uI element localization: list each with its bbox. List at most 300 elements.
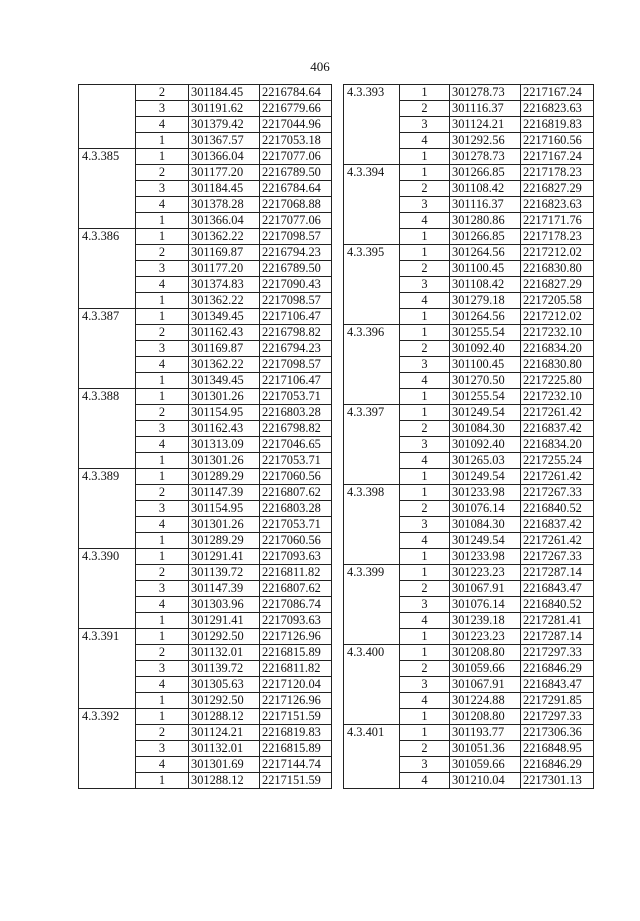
y-coordinate: 2217151.59 xyxy=(260,709,332,725)
y-coordinate: 2217053.71 xyxy=(260,389,332,405)
point-number: 2 xyxy=(400,421,450,437)
table-row xyxy=(344,405,594,421)
point-number: 4 xyxy=(136,117,189,133)
y-coordinate: 2216846.29 xyxy=(521,661,594,677)
x-coordinate: 301270.50 xyxy=(450,373,521,389)
point-number: 3 xyxy=(400,197,450,213)
point-number: 3 xyxy=(400,517,450,533)
y-coordinate: 2217060.56 xyxy=(260,469,332,485)
x-coordinate: 301305.63 xyxy=(189,677,260,693)
x-coordinate: 301092.40 xyxy=(450,341,521,357)
point-number: 1 xyxy=(136,469,189,485)
y-coordinate: 2216779.66 xyxy=(260,101,332,117)
x-coordinate: 301249.54 xyxy=(450,405,521,421)
y-coordinate: 2216803.28 xyxy=(260,405,332,421)
y-coordinate: 2216840.52 xyxy=(521,501,594,517)
x-coordinate: 301264.56 xyxy=(450,309,521,325)
y-coordinate: 2217297.33 xyxy=(521,645,594,661)
x-coordinate: 301162.43 xyxy=(189,325,260,341)
x-coordinate: 301223.23 xyxy=(450,565,521,581)
point-number: 4 xyxy=(400,293,450,309)
point-number: 2 xyxy=(136,165,189,181)
x-coordinate: 301067.91 xyxy=(450,581,521,597)
x-coordinate: 301362.22 xyxy=(189,357,260,373)
x-coordinate: 301116.37 xyxy=(450,101,521,117)
x-coordinate: 301379.42 xyxy=(189,117,260,133)
x-coordinate: 301059.66 xyxy=(450,661,521,677)
point-number: 1 xyxy=(136,293,189,309)
point-number: 1 xyxy=(400,85,450,101)
x-coordinate: 301092.40 xyxy=(450,437,521,453)
x-coordinate: 301313.09 xyxy=(189,437,260,453)
point-number: 1 xyxy=(400,229,450,245)
x-coordinate: 301366.04 xyxy=(189,149,260,165)
y-coordinate: 2217167.24 xyxy=(521,85,594,101)
x-coordinate: 301291.41 xyxy=(189,549,260,565)
table-row xyxy=(79,709,332,725)
point-number: 2 xyxy=(136,725,189,741)
y-coordinate: 2216794.23 xyxy=(260,341,332,357)
x-coordinate: 301147.39 xyxy=(189,581,260,597)
point-number: 2 xyxy=(136,565,189,581)
point-number: 1 xyxy=(400,405,450,421)
y-coordinate: 2217098.57 xyxy=(260,293,332,309)
y-coordinate: 2216837.42 xyxy=(521,517,594,533)
x-coordinate: 301208.80 xyxy=(450,709,521,725)
y-coordinate: 2217093.63 xyxy=(260,549,332,565)
y-coordinate: 2216784.64 xyxy=(260,85,332,101)
y-coordinate: 2217287.14 xyxy=(521,565,594,581)
y-coordinate: 2216840.52 xyxy=(521,597,594,613)
x-coordinate: 301366.04 xyxy=(189,213,260,229)
point-number: 4 xyxy=(400,533,450,549)
x-coordinate: 301265.03 xyxy=(450,453,521,469)
y-coordinate: 2217068.88 xyxy=(260,197,332,213)
y-coordinate: 2217093.63 xyxy=(260,613,332,629)
point-number: 1 xyxy=(136,773,189,789)
point-number: 3 xyxy=(136,101,189,117)
y-coordinate: 2217077.06 xyxy=(260,149,332,165)
x-coordinate: 301349.45 xyxy=(189,309,260,325)
y-coordinate: 2217232.10 xyxy=(521,389,594,405)
x-coordinate: 301249.54 xyxy=(450,469,521,485)
x-coordinate: 301264.56 xyxy=(450,245,521,261)
point-number: 2 xyxy=(400,581,450,597)
x-coordinate: 301367.57 xyxy=(189,133,260,149)
x-coordinate: 301191.62 xyxy=(189,101,260,117)
y-coordinate: 2217301.13 xyxy=(521,773,594,789)
y-coordinate: 2217098.57 xyxy=(260,357,332,373)
x-coordinate: 301208.80 xyxy=(450,645,521,661)
x-coordinate: 301076.14 xyxy=(450,597,521,613)
point-number: 3 xyxy=(136,261,189,277)
point-number: 2 xyxy=(400,661,450,677)
point-number: 2 xyxy=(400,261,450,277)
y-coordinate: 2217077.06 xyxy=(260,213,332,229)
y-coordinate: 2217178.23 xyxy=(521,165,594,181)
x-coordinate: 301139.72 xyxy=(189,661,260,677)
x-coordinate: 301154.95 xyxy=(189,405,260,421)
section-id: 4.3.391 xyxy=(79,629,136,709)
x-coordinate: 301132.01 xyxy=(189,741,260,757)
x-coordinate: 301278.73 xyxy=(450,85,521,101)
y-coordinate: 2216803.28 xyxy=(260,501,332,517)
table-row xyxy=(79,389,332,405)
y-coordinate: 2217053.71 xyxy=(260,517,332,533)
x-coordinate: 301147.39 xyxy=(189,485,260,501)
x-coordinate: 301177.20 xyxy=(189,261,260,277)
y-coordinate: 2217120.04 xyxy=(260,677,332,693)
point-number: 1 xyxy=(136,629,189,645)
point-number: 1 xyxy=(400,309,450,325)
section-id: 4.3.399 xyxy=(344,565,400,645)
x-coordinate: 301184.45 xyxy=(189,181,260,197)
point-number: 2 xyxy=(136,85,189,101)
x-coordinate: 301193.77 xyxy=(450,725,521,741)
table-row xyxy=(79,469,332,485)
y-coordinate: 2216834.20 xyxy=(521,437,594,453)
y-coordinate: 2217167.24 xyxy=(521,149,594,165)
y-coordinate: 2217053.18 xyxy=(260,133,332,149)
point-number: 1 xyxy=(400,389,450,405)
x-coordinate: 301100.45 xyxy=(450,357,521,373)
x-coordinate: 301169.87 xyxy=(189,341,260,357)
point-number: 2 xyxy=(136,645,189,661)
point-number: 4 xyxy=(400,373,450,389)
y-coordinate: 2217106.47 xyxy=(260,373,332,389)
point-number: 2 xyxy=(400,341,450,357)
y-coordinate: 2217232.10 xyxy=(521,325,594,341)
point-number: 3 xyxy=(400,117,450,133)
point-number: 1 xyxy=(400,485,450,501)
x-coordinate: 301303.96 xyxy=(189,597,260,613)
table-row xyxy=(79,149,332,165)
y-coordinate: 2216798.82 xyxy=(260,325,332,341)
y-coordinate: 2217060.56 xyxy=(260,533,332,549)
y-coordinate: 2216819.83 xyxy=(260,725,332,741)
x-coordinate: 301288.12 xyxy=(189,709,260,725)
x-coordinate: 301292.50 xyxy=(189,693,260,709)
section-id: 4.3.395 xyxy=(344,245,400,325)
y-coordinate: 2216789.50 xyxy=(260,165,332,181)
point-number: 3 xyxy=(400,277,450,293)
y-coordinate: 2217090.43 xyxy=(260,277,332,293)
table-row xyxy=(344,725,594,741)
point-number: 1 xyxy=(400,549,450,565)
section-id: 4.3.390 xyxy=(79,549,136,629)
y-coordinate: 2217160.56 xyxy=(521,133,594,149)
point-number: 1 xyxy=(136,309,189,325)
x-coordinate: 301266.85 xyxy=(450,229,521,245)
x-coordinate: 301301.69 xyxy=(189,757,260,773)
y-coordinate: 2217144.74 xyxy=(260,757,332,773)
point-number: 3 xyxy=(400,437,450,453)
y-coordinate: 2217255.24 xyxy=(521,453,594,469)
page-number: 406 xyxy=(310,59,330,74)
y-coordinate: 2216848.95 xyxy=(521,741,594,757)
x-coordinate: 301059.66 xyxy=(450,757,521,773)
table-row xyxy=(79,629,332,645)
point-number: 3 xyxy=(400,597,450,613)
coordinates-table-left xyxy=(78,84,332,789)
y-coordinate: 2217046.65 xyxy=(260,437,332,453)
point-number: 2 xyxy=(136,325,189,341)
point-number: 4 xyxy=(136,677,189,693)
section-id: 4.3.389 xyxy=(79,469,136,549)
point-number: 2 xyxy=(400,741,450,757)
point-number: 3 xyxy=(136,741,189,757)
section-id: 4.3.388 xyxy=(79,389,136,469)
y-coordinate: 2216827.29 xyxy=(521,181,594,197)
x-coordinate: 301162.43 xyxy=(189,421,260,437)
y-coordinate: 2216811.82 xyxy=(260,565,332,581)
y-coordinate: 2216798.82 xyxy=(260,421,332,437)
point-number: 1 xyxy=(400,469,450,485)
x-coordinate: 301100.45 xyxy=(450,261,521,277)
y-coordinate: 2217212.02 xyxy=(521,309,594,325)
x-coordinate: 301288.12 xyxy=(189,773,260,789)
point-number: 1 xyxy=(136,533,189,549)
y-coordinate: 2217281.41 xyxy=(521,613,594,629)
y-coordinate: 2216823.63 xyxy=(521,101,594,117)
y-coordinate: 2217212.02 xyxy=(521,245,594,261)
y-coordinate: 2216807.62 xyxy=(260,581,332,597)
y-coordinate: 2216830.80 xyxy=(521,357,594,373)
point-number: 3 xyxy=(400,677,450,693)
point-number: 4 xyxy=(400,133,450,149)
x-coordinate: 301154.95 xyxy=(189,501,260,517)
point-number: 4 xyxy=(136,517,189,533)
coordinates-table-right xyxy=(343,84,594,789)
point-number: 1 xyxy=(136,149,189,165)
y-coordinate: 2216819.83 xyxy=(521,117,594,133)
point-number: 1 xyxy=(136,613,189,629)
point-number: 1 xyxy=(136,549,189,565)
point-number: 2 xyxy=(136,485,189,501)
y-coordinate: 2216784.64 xyxy=(260,181,332,197)
point-number: 1 xyxy=(136,389,189,405)
y-coordinate: 2217297.33 xyxy=(521,709,594,725)
x-coordinate: 301239.18 xyxy=(450,613,521,629)
x-coordinate: 301292.50 xyxy=(189,629,260,645)
point-number: 1 xyxy=(400,149,450,165)
x-coordinate: 301301.26 xyxy=(189,453,260,469)
section-id: 4.3.398 xyxy=(344,485,400,565)
y-coordinate: 2217053.71 xyxy=(260,453,332,469)
point-number: 1 xyxy=(136,229,189,245)
point-number: 3 xyxy=(400,357,450,373)
point-number: 1 xyxy=(136,213,189,229)
point-number: 1 xyxy=(400,709,450,725)
y-coordinate: 2217291.85 xyxy=(521,693,594,709)
table-row xyxy=(79,229,332,245)
x-coordinate: 301108.42 xyxy=(450,181,521,197)
section-id: 4.3.386 xyxy=(79,229,136,309)
y-coordinate: 2216823.63 xyxy=(521,197,594,213)
point-number: 2 xyxy=(400,181,450,197)
y-coordinate: 2216837.42 xyxy=(521,421,594,437)
x-coordinate: 301124.21 xyxy=(450,117,521,133)
point-number: 1 xyxy=(136,133,189,149)
point-number: 3 xyxy=(136,661,189,677)
y-coordinate: 2216807.62 xyxy=(260,485,332,501)
y-coordinate: 2217044.96 xyxy=(260,117,332,133)
x-coordinate: 301084.30 xyxy=(450,421,521,437)
point-number: 3 xyxy=(400,757,450,773)
y-coordinate: 2217106.47 xyxy=(260,309,332,325)
y-coordinate: 2217261.42 xyxy=(521,405,594,421)
point-number: 1 xyxy=(400,565,450,581)
x-coordinate: 301266.85 xyxy=(450,165,521,181)
point-number: 1 xyxy=(400,725,450,741)
x-coordinate: 301349.45 xyxy=(189,373,260,389)
y-coordinate: 2217126.96 xyxy=(260,629,332,645)
y-coordinate: 2217287.14 xyxy=(521,629,594,645)
x-coordinate: 301289.29 xyxy=(189,533,260,549)
y-coordinate: 2216830.80 xyxy=(521,261,594,277)
y-coordinate: 2217171.76 xyxy=(521,213,594,229)
point-number: 1 xyxy=(400,165,450,181)
table-row xyxy=(344,245,594,261)
point-number: 4 xyxy=(136,757,189,773)
section-id: 4.3.397 xyxy=(344,405,400,485)
point-number: 1 xyxy=(400,629,450,645)
point-number: 4 xyxy=(400,693,450,709)
point-number: 1 xyxy=(400,645,450,661)
x-coordinate: 301124.21 xyxy=(189,725,260,741)
table-row xyxy=(79,309,332,325)
table-row xyxy=(344,165,594,181)
y-coordinate: 2216794.23 xyxy=(260,245,332,261)
x-coordinate: 301301.26 xyxy=(189,389,260,405)
point-number: 4 xyxy=(400,613,450,629)
x-coordinate: 301223.23 xyxy=(450,629,521,645)
x-coordinate: 301233.98 xyxy=(450,485,521,501)
y-coordinate: 2217267.33 xyxy=(521,485,594,501)
point-number: 4 xyxy=(136,597,189,613)
x-coordinate: 301301.26 xyxy=(189,517,260,533)
section-id: 4.3.394 xyxy=(344,165,400,245)
y-coordinate: 2217178.23 xyxy=(521,229,594,245)
x-coordinate: 301279.18 xyxy=(450,293,521,309)
x-coordinate: 301280.86 xyxy=(450,213,521,229)
point-number: 3 xyxy=(136,341,189,357)
y-coordinate: 2216843.47 xyxy=(521,581,594,597)
point-number: 2 xyxy=(400,101,450,117)
point-number: 2 xyxy=(400,501,450,517)
y-coordinate: 2216834.20 xyxy=(521,341,594,357)
x-coordinate: 301233.98 xyxy=(450,549,521,565)
section-id: 4.3.401 xyxy=(344,725,400,789)
point-number: 4 xyxy=(400,213,450,229)
point-number: 4 xyxy=(136,197,189,213)
section-id: 4.3.385 xyxy=(79,149,136,229)
point-number: 1 xyxy=(136,373,189,389)
table-row xyxy=(79,549,332,565)
x-coordinate: 301139.72 xyxy=(189,565,260,581)
point-number: 3 xyxy=(136,421,189,437)
x-coordinate: 301224.88 xyxy=(450,693,521,709)
x-coordinate: 301291.41 xyxy=(189,613,260,629)
point-number: 2 xyxy=(136,405,189,421)
section-id xyxy=(79,85,136,149)
y-coordinate: 2217086.74 xyxy=(260,597,332,613)
section-id: 4.3.392 xyxy=(79,709,136,789)
point-number: 3 xyxy=(136,181,189,197)
y-coordinate: 2217261.42 xyxy=(521,469,594,485)
x-coordinate: 301362.22 xyxy=(189,293,260,309)
x-coordinate: 301116.37 xyxy=(450,197,521,213)
x-coordinate: 301084.30 xyxy=(450,517,521,533)
y-coordinate: 2217126.96 xyxy=(260,693,332,709)
x-coordinate: 301108.42 xyxy=(450,277,521,293)
y-coordinate: 2217261.42 xyxy=(521,533,594,549)
x-coordinate: 301289.29 xyxy=(189,469,260,485)
point-number: 3 xyxy=(136,501,189,517)
y-coordinate: 2216827.29 xyxy=(521,277,594,293)
x-coordinate: 301255.54 xyxy=(450,325,521,341)
y-coordinate: 2217205.58 xyxy=(521,293,594,309)
x-coordinate: 301177.20 xyxy=(189,165,260,181)
x-coordinate: 301132.01 xyxy=(189,645,260,661)
point-number: 1 xyxy=(136,709,189,725)
section-id: 4.3.396 xyxy=(344,325,400,405)
point-number: 1 xyxy=(400,325,450,341)
y-coordinate: 2216811.82 xyxy=(260,661,332,677)
table-row xyxy=(344,325,594,341)
section-id: 4.3.387 xyxy=(79,309,136,389)
y-coordinate: 2216815.89 xyxy=(260,645,332,661)
point-number: 2 xyxy=(136,245,189,261)
x-coordinate: 301076.14 xyxy=(450,501,521,517)
y-coordinate: 2217151.59 xyxy=(260,773,332,789)
y-coordinate: 2216789.50 xyxy=(260,261,332,277)
y-coordinate: 2217098.57 xyxy=(260,229,332,245)
table-row xyxy=(344,85,594,101)
point-number: 4 xyxy=(136,357,189,373)
x-coordinate: 301255.54 xyxy=(450,389,521,405)
x-coordinate: 301249.54 xyxy=(450,533,521,549)
x-coordinate: 301378.28 xyxy=(189,197,260,213)
x-coordinate: 301067.91 xyxy=(450,677,521,693)
x-coordinate: 301278.73 xyxy=(450,149,521,165)
table-row xyxy=(344,565,594,581)
table-row xyxy=(344,645,594,661)
point-number: 4 xyxy=(136,277,189,293)
y-coordinate: 2216815.89 xyxy=(260,741,332,757)
x-coordinate: 301292.56 xyxy=(450,133,521,149)
x-coordinate: 301169.87 xyxy=(189,245,260,261)
point-number: 1 xyxy=(136,453,189,469)
point-number: 4 xyxy=(400,773,450,789)
x-coordinate: 301184.45 xyxy=(189,85,260,101)
section-id: 4.3.400 xyxy=(344,645,400,725)
point-number: 1 xyxy=(136,693,189,709)
y-coordinate: 2216846.29 xyxy=(521,757,594,773)
y-coordinate: 2216843.47 xyxy=(521,677,594,693)
point-number: 3 xyxy=(136,581,189,597)
point-number: 1 xyxy=(400,245,450,261)
x-coordinate: 301210.04 xyxy=(450,773,521,789)
point-number: 4 xyxy=(136,437,189,453)
y-coordinate: 2217225.80 xyxy=(521,373,594,389)
x-coordinate: 301374.83 xyxy=(189,277,260,293)
section-id: 4.3.393 xyxy=(344,85,400,165)
x-coordinate: 301051.36 xyxy=(450,741,521,757)
y-coordinate: 2217267.33 xyxy=(521,549,594,565)
table-row xyxy=(79,85,332,101)
point-number: 4 xyxy=(400,453,450,469)
